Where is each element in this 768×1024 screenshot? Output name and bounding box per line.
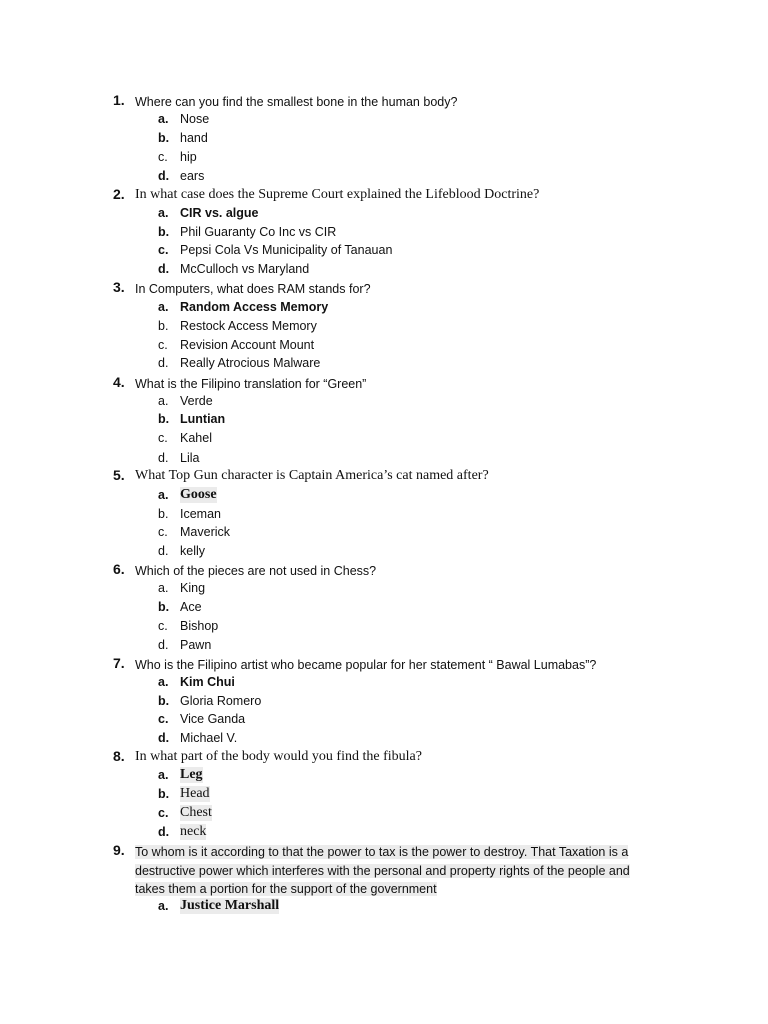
question-number: 5. bbox=[113, 467, 125, 483]
question-number: 4. bbox=[113, 374, 125, 390]
question-number: 8. bbox=[113, 748, 125, 764]
question-number: 6. bbox=[113, 561, 125, 577]
question-text: What Top Gun character is Captain America’s cat named after? bbox=[135, 468, 489, 483]
question-number: 9. bbox=[113, 842, 125, 858]
quiz-page: 1. Where can you find the smallest bone in the human body? a. Nose b. hand c. hip d. ears 2. In what case does the Supreme Court explained the Lifeblood Doctrine? a. CIR vs. algue b. Phil Guaranty Co Inc vs CIR c. Pepsi Cola Vs Municipality of Tanauan d. McCulloch vs Maryland 3. In Computers, what does RAM stands for? a. Random Access Memory b. Restock Access Memory c. Revision Account Mount d. Really Atrocious Malware 4. What is the Filipino translation for “Green” a. Verde b. Luntian c. Kahel d. Lila 5. What Top Gun character is Captain America’s cat named after? a. Goose b. Iceman c. Maverick d. kelly 6. Which of the pieces are not used in Chess? a. King b. Ace c. Bishop d. Pawn 7. Who is the Filipino artist who became popular for her statement “ Bawal Lumabas”? a. Kim Chui b. Gloria Romero c. Vice Ganda d. Michael V. 8. In what part of the body would you find the fibula? a. Leg b. Head c. Chest d. neck 9. To whom is it according to that the power to tax is the power to destroy. That Taxation is a destructive power which interferes with the personal and property rights of the people and takes them a portion for the support of the government a. Justice Marshall bbox=[0, 0, 768, 1024]
question-text: In Computers, what does RAM stands for? bbox=[135, 282, 371, 296]
question-text: Which of the pieces are not used in Chess? bbox=[135, 564, 377, 578]
question-text: Who is the Filipino artist who became popular for her statement “ Bawal Lumabas”? bbox=[135, 658, 597, 672]
question-text: Where can you find the smallest bone in the human body? bbox=[135, 95, 458, 109]
question-number: 7. bbox=[113, 655, 125, 671]
question-text: In what case does the Supreme Court explained the Lifeblood Doctrine? bbox=[135, 187, 540, 202]
question-number: 3. bbox=[113, 279, 125, 295]
question-number: 1. bbox=[113, 92, 125, 108]
question-number: 2. bbox=[113, 186, 125, 202]
question-text: What is the Filipino translation for “Green” bbox=[135, 377, 367, 391]
question-text: In what part of the body would you find the fibula? bbox=[135, 749, 422, 764]
question-9-text: To whom is it according to that the power to tax is the power to destroy. That Taxation is a destructive power which interferes with the personal and property rights of the people and takes them a portion for the support of the government bbox=[135, 845, 630, 897]
